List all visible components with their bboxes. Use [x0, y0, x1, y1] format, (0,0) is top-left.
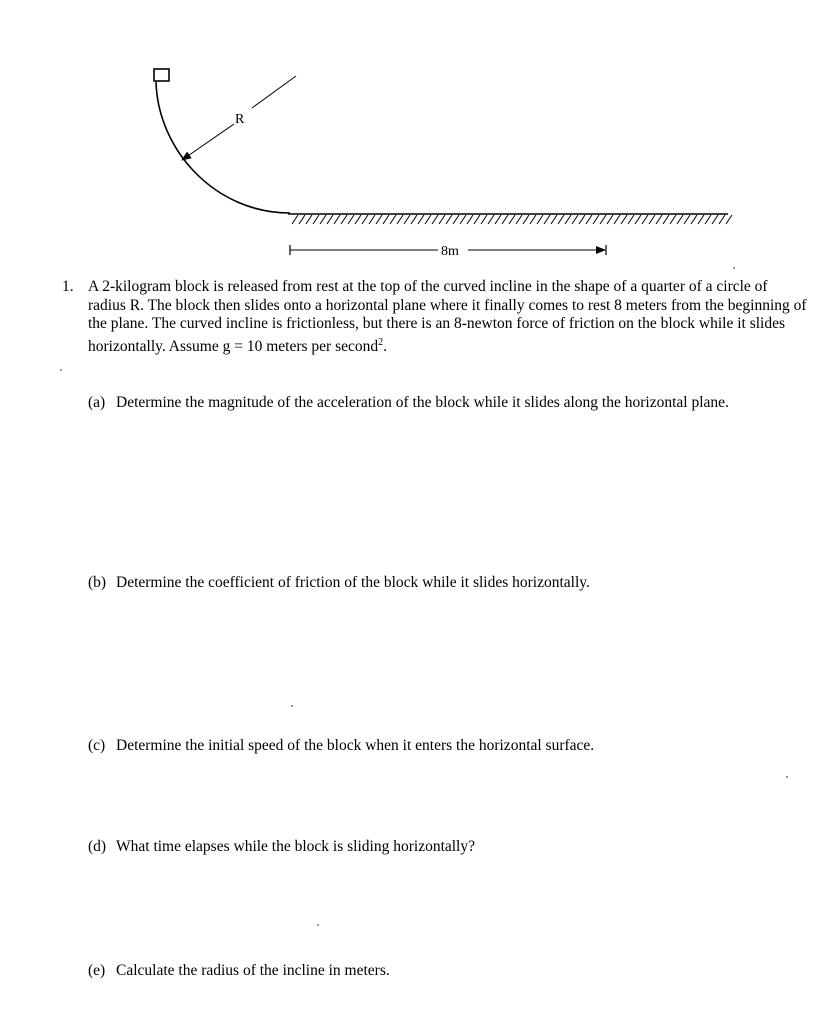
hatch-mark	[726, 215, 732, 224]
hatch-mark	[572, 215, 578, 224]
scan-speck	[60, 369, 62, 371]
part-b-text: Determine the coefficient of friction of the block while it slides horizontally.	[116, 574, 590, 591]
hatch-mark	[474, 215, 480, 224]
hatch-mark	[439, 215, 445, 224]
part-b	[88, 573, 788, 593]
part-d-text: What time elapses while the block is sliding horizontally?	[116, 838, 475, 855]
hatch-mark	[327, 215, 333, 224]
hatch-mark	[425, 215, 431, 224]
scan-speck	[291, 705, 293, 707]
curved-incline	[156, 82, 290, 213]
part-b-letter: (b)	[88, 574, 107, 591]
hatch-mark	[460, 215, 466, 224]
hatch-mark	[579, 215, 585, 224]
hatch-mark	[397, 215, 403, 224]
hatch-mark	[628, 215, 634, 224]
hatch-mark	[649, 215, 655, 224]
hatch-mark	[383, 215, 389, 224]
distance-label: 8m	[441, 244, 459, 259]
problem-statement-end: .	[383, 337, 387, 355]
hatch-mark	[369, 215, 375, 224]
part-e-letter: (e)	[88, 962, 106, 979]
problem-statement-text: A 2-kilogram block is released from rest at the top of the curved incline in the shape of a quarter of a circle of radius R. The block then slides onto a horizontal plane where it finally comes to rest 8 meters from the beginning of the plane. The curved incline is frictionless, but there is an 8-newton force of friction on the block while it slides horizontally. Assume g = 10 meters per second	[88, 278, 807, 355]
hatch-mark	[607, 215, 613, 224]
part-e-text: Calculate the radius of the incline in meters.	[116, 962, 390, 979]
part-c	[88, 736, 788, 756]
hatch-mark	[299, 215, 305, 224]
scan-speck	[733, 267, 735, 269]
hatch-mark	[544, 215, 550, 224]
hatch-mark	[565, 215, 571, 224]
scan-speck	[317, 924, 319, 926]
hatch-mark	[453, 215, 459, 224]
hatch-mark	[593, 215, 599, 224]
hatch-mark	[348, 215, 354, 224]
hatch-mark	[698, 215, 704, 224]
hatch-mark	[376, 215, 382, 224]
hatch-mark	[530, 215, 536, 224]
part-d	[88, 837, 788, 857]
hatch-mark	[355, 215, 361, 224]
radius-label: R	[235, 112, 245, 127]
hatch-mark	[635, 215, 641, 224]
hatch-mark	[684, 215, 690, 224]
hatch-mark	[516, 215, 522, 224]
scan-speck	[786, 776, 788, 778]
hatch-mark	[621, 215, 627, 224]
hatch-mark	[390, 215, 396, 224]
hatch-mark	[642, 215, 648, 224]
hatch-mark	[600, 215, 606, 224]
radius-line-lower	[182, 124, 234, 160]
block-incline-diagram	[0, 0, 833, 270]
hatch-mark	[362, 215, 368, 224]
hatch-mark	[306, 215, 312, 224]
hatch-mark	[320, 215, 326, 224]
hatch-mark	[663, 215, 669, 224]
hatch-mark	[495, 215, 501, 224]
part-a-text: Determine the magnitude of the acceleration of the block while it slides along the horizontal plane.	[116, 394, 729, 411]
hatch-mark	[677, 215, 683, 224]
hatch-mark	[712, 215, 718, 224]
problem-number: 1.	[62, 278, 74, 295]
hatch-mark	[481, 215, 487, 224]
hatch-mark	[537, 215, 543, 224]
hatch-mark	[418, 215, 424, 224]
hatch-mark	[467, 215, 473, 224]
hatch-mark	[691, 215, 697, 224]
hatch-mark	[334, 215, 340, 224]
part-c-text: Determine the initial speed of the block when it enters the horizontal surface.	[116, 737, 595, 754]
ground-hatching	[292, 215, 732, 224]
problem-statement	[88, 278, 808, 356]
hatch-mark	[292, 215, 298, 224]
hatch-mark	[509, 215, 515, 224]
hatch-mark	[551, 215, 557, 224]
hatch-mark	[313, 215, 319, 224]
hatch-mark	[488, 215, 494, 224]
part-d-letter: (d)	[88, 838, 107, 855]
hatch-mark	[719, 215, 725, 224]
hatch-mark	[446, 215, 452, 224]
hatch-mark	[558, 215, 564, 224]
block	[154, 69, 169, 81]
radius-line-upper	[252, 76, 296, 108]
hatch-mark	[404, 215, 410, 224]
exponent: 2	[378, 336, 384, 348]
part-e	[88, 961, 788, 981]
hatch-mark	[502, 215, 508, 224]
hatch-mark	[432, 215, 438, 224]
hatch-mark	[705, 215, 711, 224]
hatch-mark	[586, 215, 592, 224]
part-a-letter: (a)	[88, 394, 106, 411]
hatch-mark	[411, 215, 417, 224]
hatch-mark	[614, 215, 620, 224]
part-a	[88, 393, 788, 413]
hatch-mark	[670, 215, 676, 224]
hatch-mark	[656, 215, 662, 224]
hatch-mark	[523, 215, 529, 224]
hatch-mark	[341, 215, 347, 224]
part-c-letter: (c)	[88, 737, 106, 754]
